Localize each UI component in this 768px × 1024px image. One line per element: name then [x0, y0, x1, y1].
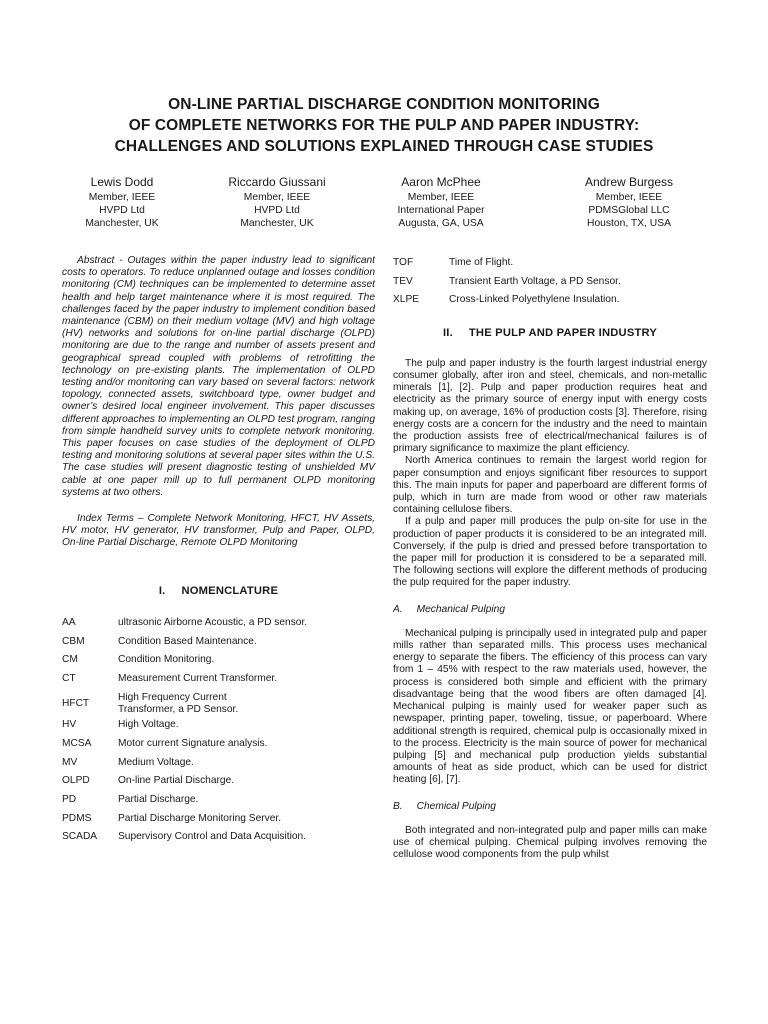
nomenclature-entry — [62, 757, 375, 769]
paper-title — [40, 94, 728, 157]
nomenclature-entry — [62, 692, 375, 716]
nomenclature-def: Medium Voltage. — [118, 756, 194, 768]
paragraph: North America continues to remain the largest world region for paper consumption and enjoys significant fiber resources to support this. The main inputs for paper and paperboard are different forms of pulp, which in turn are made from wood or other raw materials containing cellulose fibers. — [393, 455, 707, 516]
subsection-title: Mechanical Pulping — [416, 603, 505, 615]
nomenclature-abbr: CM — [62, 654, 78, 666]
author-role: Member, IEEE — [243, 192, 311, 203]
nomenclature-entry — [62, 813, 375, 825]
paragraph: Both integrated and non-integrated pulp and paper mills can make use of chemical pulping. Chemical pulping involves removing the cellulose wood components from the pulp whilst — [393, 824, 707, 861]
nomenclature-abbr: PD — [62, 793, 77, 805]
nomenclature-entry — [62, 831, 375, 843]
left-column — [62, 255, 375, 850]
nomenclature-def: Motor current Signature analysis. — [118, 737, 268, 749]
nomenclature-def: High Voltage. — [118, 719, 179, 731]
subsection-title: Chemical Pulping — [416, 800, 496, 812]
author-role: Member, IEEE — [595, 192, 663, 203]
title-line-1: ON-LINE PARTIAL DISCHARGE CONDITION MONITORING — [168, 96, 600, 113]
nomenclature-entry — [393, 294, 707, 306]
nomenclature-entry — [393, 276, 707, 288]
nomenclature-abbr: AA — [62, 616, 76, 628]
nomenclature-abbr: XLPE — [393, 294, 420, 306]
nomenclature-abbr: PDMS — [62, 812, 92, 824]
nomenclature-abbr: TOF — [393, 257, 414, 268]
subsection-heading-chemical — [393, 801, 707, 813]
abstract: Abstract - Outages within the paper industry lead to significant costs to operators. To reduce unplanned outage and losses condition monitoring (CM) techniques can be implemented to determine asset health and help target maintenance where it is most required. The challenges faced by the paper industry to implement condition based maintenance (CBM) on their medium voltage (MV) and high voltage (HV) networks and solutions for on-line partial discharge (OLPD) monitoring are due to the range and number of assets present and geographical spread coupled with problems of retrofitting the technology on pre-existing plants. The implementation of OLPD testing and/or monitoring can vary based on several factors: network topology, connected assets, switchboard type, owner budget and owner’s desired local engineer involvement. This paper discusses different approaches to implementing an OLPD test program, ranging from simple handheld survey units to complete network monitoring. This paper focuses on case studies of the deployment of OLPD testing and monitoring solutions at several paper sites within the U.S. The case studies will present diagnostic testing of unshielded MV cable at one paper mill up to full permanent OLPD monitoring systems at two others. — [62, 255, 375, 498]
nomenclature-abbr: MV — [62, 756, 78, 768]
author-role: Member, IEEE — [88, 192, 156, 203]
author-block-2 — [202, 175, 352, 230]
author-org: HVPD Ltd — [254, 205, 300, 216]
nomenclature-entry — [62, 636, 375, 648]
author-block-4 — [554, 175, 704, 230]
nomenclature-entry — [62, 654, 375, 666]
nomenclature-def: On-line Partial Discharge. — [118, 775, 235, 787]
paragraph: If a pulp and paper mill produces the pulp on-site for use in the production of paper products it is considered to be an integrated mill. Conversely, if the pulp is dried and pressed before transportation to the paper mill for production it is considered to be a separated mill. The following sections will explore the different methods of producing the pulp required for the paper industry. — [393, 516, 707, 589]
subsection-letter: A. — [393, 603, 403, 615]
nomenclature-abbr: SCADA — [62, 831, 98, 843]
author-block-1 — [47, 175, 197, 230]
author-name: Andrew Burgess — [584, 175, 674, 189]
nomenclature-def: Condition Based Maintenance. — [118, 635, 257, 647]
subsection-heading-mechanical — [393, 604, 707, 616]
nomenclature-def: ultrasonic Airborne Acoustic, a PD sensor. — [118, 616, 308, 628]
nomenclature-def: Partial Discharge. — [118, 793, 199, 805]
paragraph: Mechanical pulping is principally used in integrated pulp and paper mills rather than separated mills. This process uses mechanical energy to separate the fibers. The efficiency of this process can vary from 1 – 45% with respect to the raw materials used, however, the process is considered both simple and efficient with the primary disadvantage being that the wood fibers are often damaged [4]. Mechanical pulping is mainly used for weaker paper such as newspaper, printing paper, toweling, tissue, or paperboard. Where additional strength is required, chemical pulp is occasionally mixed in to the process. Electricity is the main source of power for mechanical pulping [5] and mechanical pulp production yields substantial amounts of heat as side product, which can be used for district heating [6], [7]. — [393, 627, 707, 786]
author-name: Riccardo Giussani — [228, 175, 326, 189]
nomenclature-def: Condition Monitoring. — [118, 654, 215, 666]
nomenclature-entry — [62, 617, 375, 629]
nomenclature-entry — [62, 719, 375, 731]
section-title: NOMENCLATURE — [181, 584, 279, 597]
nomenclature-abbr: MCSA — [62, 737, 92, 749]
section-heading-pulp-paper — [393, 327, 707, 339]
nomenclature-abbr: TEV — [393, 275, 413, 287]
nomenclature-def: Cross-Linked Polyethylene Insulation. — [449, 294, 620, 306]
author-block-3 — [366, 175, 516, 230]
nomenclature-entry — [62, 738, 375, 750]
nomenclature-abbr: CT — [62, 672, 76, 684]
section-title: THE PULP AND PAPER INDUSTRY — [468, 326, 658, 339]
author-role: Member, IEEE — [407, 192, 475, 203]
nomenclature-entry — [62, 775, 375, 787]
author-location: Houston, TX, USA — [587, 218, 671, 229]
subsection-letter: B. — [393, 800, 403, 812]
title-line-2: OF COMPLETE NETWORKS FOR THE PULP AND PAPER INDUSTRY: — [128, 117, 640, 134]
section-heading-nomenclature — [62, 585, 375, 597]
paragraph: The pulp and paper industry is the fourth largest industrial energy consumer globally, after iron and steel, chemicals, and non-metallic minerals [1], [2]. Pulp and paper production requires heat and electricity as the primary source of energy input with energy costs making up, on average, 16% of production costs [3]. Therefore, rising energy costs are a concern for the industry and the need to maintain the production assists free of electrical/mechanical failures is of primary significance to maximize the plant efficiency. — [393, 357, 707, 455]
nomenclature-def: Time of Flight. — [449, 257, 514, 268]
nomenclature-abbr: CBM — [62, 635, 85, 647]
author-name: Lewis Dodd — [90, 175, 154, 189]
index-terms: Index Terms – Complete Network Monitoring, HFCT, HV Assets, HV motor, HV generator, HV transformer, Pulp and Paper, OLPD, On-line Partial Discharge, Remote OLPD Monitoring — [62, 513, 375, 549]
nomenclature-abbr: OLPD — [62, 775, 90, 787]
author-name: Aaron McPhee — [401, 175, 481, 189]
nomenclature-def: Transient Earth Voltage, a PD Sensor. — [449, 275, 621, 287]
nomenclature-abbr: HV — [62, 719, 77, 731]
nomenclature-list — [62, 617, 375, 844]
author-org: PDMSGlobal LLC — [588, 205, 670, 216]
author-location: Augusta, GA, USA — [398, 218, 484, 229]
nomenclature-def: Partial Discharge Monitoring Server. — [118, 812, 282, 824]
nomenclature-def: Supervisory Control and Data Acquisition. — [118, 831, 307, 843]
author-location: Manchester, UK — [85, 218, 159, 229]
nomenclature-def: Measurement Current Transformer. — [118, 672, 278, 684]
nomenclature-abbr: HFCT — [62, 697, 90, 709]
author-org: International Paper — [397, 205, 485, 216]
nomenclature-def: High Frequency Current Transformer, a PD Sensor. — [118, 691, 239, 715]
nomenclature-entry — [62, 794, 375, 806]
author-location: Manchester, UK — [240, 218, 314, 229]
nomenclature-entry — [393, 257, 707, 269]
title-line-3: CHALLENGES AND SOLUTIONS EXPLAINED THROUGH CASE STUDIES — [114, 138, 654, 155]
nomenclature-entry — [62, 673, 375, 685]
right-column — [393, 257, 707, 861]
nomenclature-list-continued — [393, 257, 707, 307]
author-org: HVPD Ltd — [99, 205, 145, 216]
section-number: I. — [158, 584, 166, 597]
section-number: II. — [442, 326, 453, 339]
